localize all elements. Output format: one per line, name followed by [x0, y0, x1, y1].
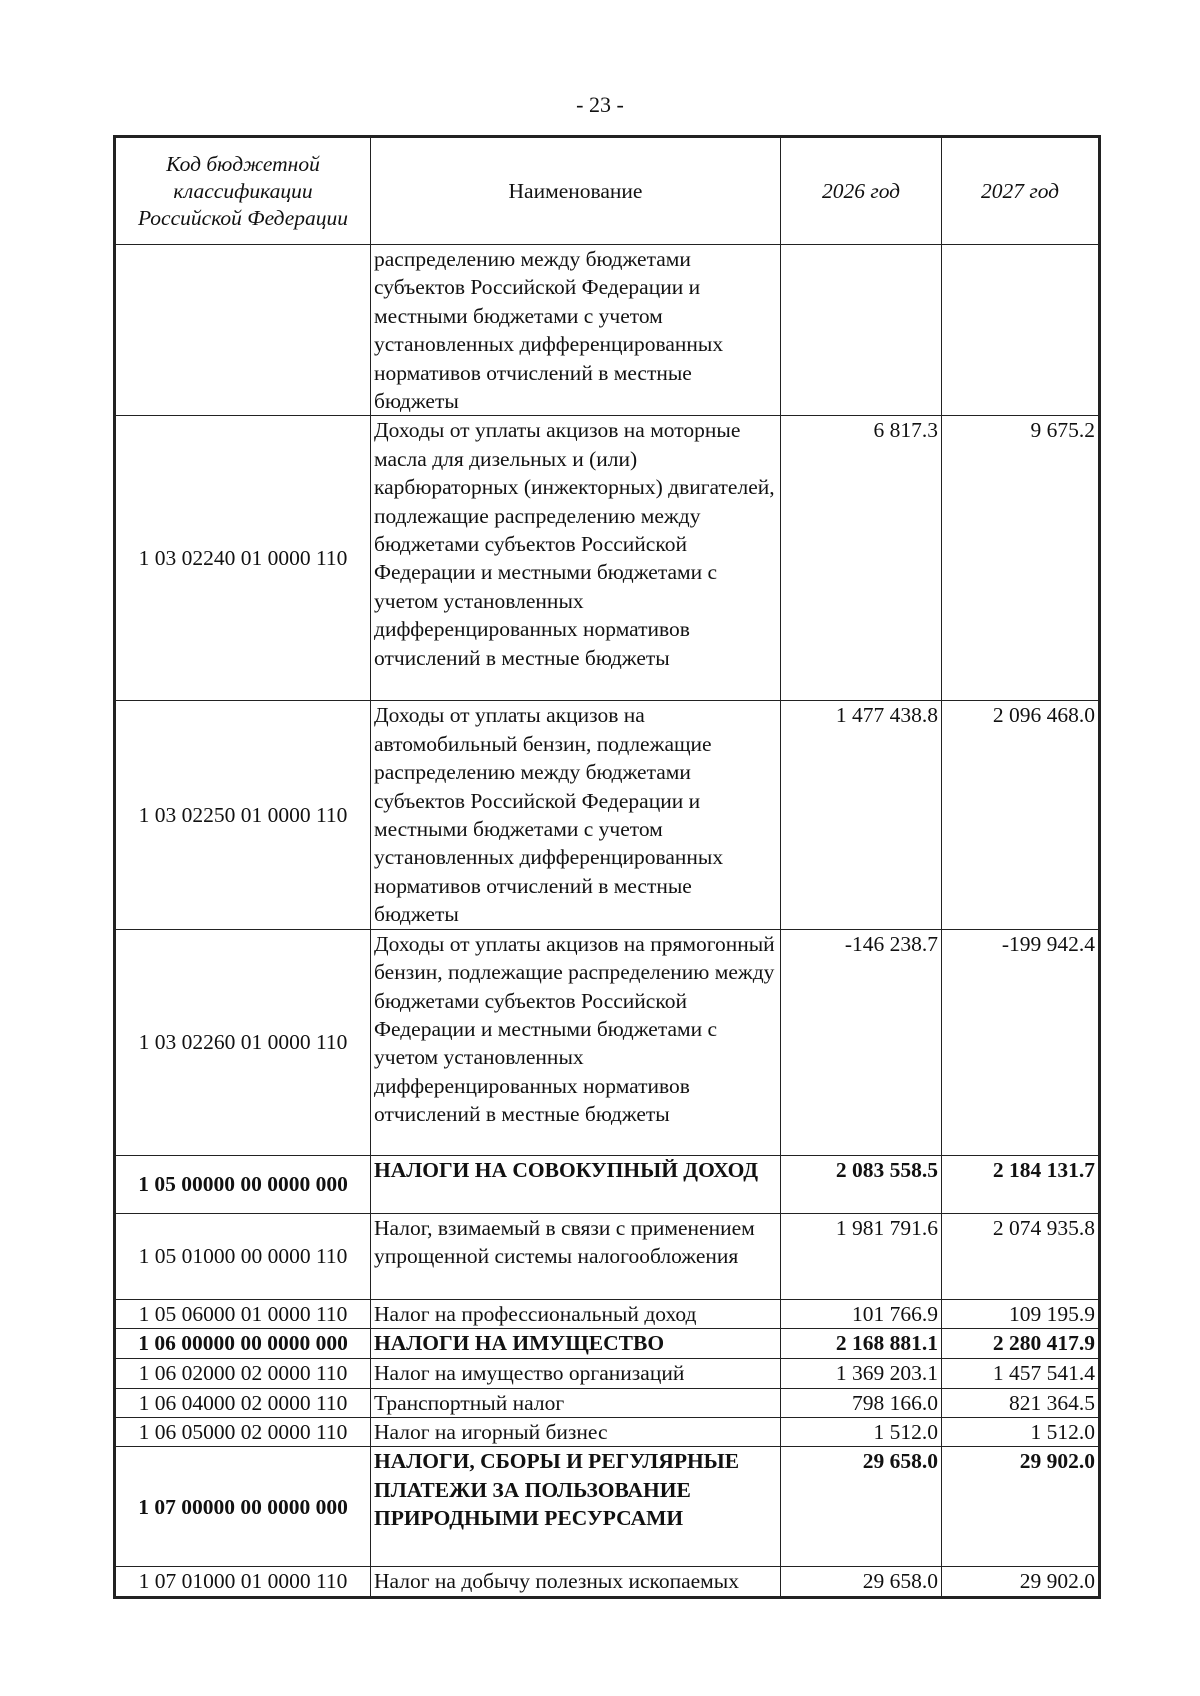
row-code: 1 06 05000 02 0000 110 [115, 1417, 371, 1446]
row-name: Доходы от уплаты акцизов на автомобильный бензин, подлежащие распределению между бюджетами субъектов Российской Федерации и местными бюджетами с учетом установленных дифференцированных нормативов отчислений в местные бюджеты [371, 701, 781, 929]
row-value-2026: 2 168 881.1 [781, 1329, 942, 1359]
table-row-section [115, 1155, 1100, 1213]
row-code: 1 07 00000 00 0000 000 [115, 1447, 371, 1567]
row-code: 1 06 00000 00 0000 000 [115, 1329, 371, 1359]
row-name: НАЛОГИ НА ИМУЩЕСТВО [371, 1329, 781, 1359]
row-value-2027: 2 096 468.0 [942, 701, 1100, 929]
row-name: Налог на профессиональный доход [371, 1299, 781, 1328]
row-name: Налог на имущество организаций [371, 1359, 781, 1388]
row-name: Налог на добычу полезных ископаемых [371, 1567, 781, 1597]
row-value-2026: 1 512.0 [781, 1417, 942, 1446]
row-value-2026: 6 817.3 [781, 416, 942, 701]
table-row [115, 1417, 1100, 1446]
header-year-2027: 2027 год [942, 137, 1100, 245]
row-value-2027: 29 902.0 [942, 1447, 1100, 1567]
row-value-2026 [781, 245, 942, 416]
page-number: - 23 - [576, 92, 624, 117]
table-row [115, 1388, 1100, 1417]
budget-table [113, 135, 1101, 1599]
row-value-2026: 1 369 203.1 [781, 1359, 942, 1388]
row-value-2027: 1 457 541.4 [942, 1359, 1100, 1388]
row-code: 1 07 01000 01 0000 110 [115, 1567, 371, 1597]
row-code: 1 06 02000 02 0000 110 [115, 1359, 371, 1388]
header-code: Код бюджетной классификации Российской Федерации [115, 137, 371, 245]
row-value-2027: 1 512.0 [942, 1417, 1100, 1446]
row-value-2026: 1 981 791.6 [781, 1213, 942, 1299]
row-name: распределению между бюджетами субъектов Российской Федерации и местными бюджетами с учетом установленных дифференцированных нормативов отчислений в местные бюджеты [371, 245, 781, 416]
row-value-2026: 2 083 558.5 [781, 1155, 942, 1213]
table-row [115, 1299, 1100, 1328]
row-name: Доходы от уплаты акцизов на прямогонный бензин, подлежащие распределению между бюджетами субъектов Российской Федерации и местными бюджетами с учетом установленных дифференцированных нормативов отчислений в местные бюджеты [371, 929, 781, 1155]
table-row [115, 1359, 1100, 1388]
row-code: 1 06 04000 02 0000 110 [115, 1388, 371, 1417]
row-code: 1 05 06000 01 0000 110 [115, 1299, 371, 1328]
row-name: Транспортный налог [371, 1388, 781, 1417]
table-row [115, 929, 1100, 1155]
table-row [115, 1213, 1100, 1299]
table-row-section [115, 1329, 1100, 1359]
table-row [115, 416, 1100, 701]
row-value-2027: 29 902.0 [942, 1567, 1100, 1597]
row-value-2027: 2 184 131.7 [942, 1155, 1100, 1213]
row-value-2027: 9 675.2 [942, 416, 1100, 701]
row-code: 1 05 00000 00 0000 000 [115, 1155, 371, 1213]
row-name: Налог на игорный бизнес [371, 1417, 781, 1446]
row-name: НАЛОГИ, СБОРЫ И РЕГУЛЯРНЫЕ ПЛАТЕЖИ ЗА ПОЛЬЗОВАНИЕ ПРИРОДНЫМИ РЕСУРСАМИ [371, 1447, 781, 1567]
row-value-2027: 109 195.9 [942, 1299, 1100, 1328]
row-value-2026: 101 766.9 [781, 1299, 942, 1328]
row-code: 1 03 02260 01 0000 110 [115, 929, 371, 1155]
row-code: 1 03 02240 01 0000 110 [115, 416, 371, 701]
table-row [115, 701, 1100, 929]
row-value-2027: -199 942.4 [942, 929, 1100, 1155]
row-name: Налог, взимаемый в связи с применением упрощенной системы налогообложения [371, 1213, 781, 1299]
row-value-2027: 821 364.5 [942, 1388, 1100, 1417]
header-name: Наименование [371, 137, 781, 245]
table-header-row [115, 137, 1100, 245]
row-name: Доходы от уплаты акцизов на моторные масла для дизельных и (или) карбюраторных (инжекторных) двигателей, подлежащие распределению между бюджетами субъектов Российской Федерации и местными бюджетами с учетом установленных дифференцированных нормативов отчислений в местные бюджеты [371, 416, 781, 701]
table-row [115, 1567, 1100, 1597]
table-row-section [115, 1447, 1100, 1567]
row-value-2026: 1 477 438.8 [781, 701, 942, 929]
row-code [115, 245, 371, 416]
row-code: 1 03 02250 01 0000 110 [115, 701, 371, 929]
table-row [115, 245, 1100, 416]
row-value-2026: 29 658.0 [781, 1567, 942, 1597]
header-year-2026: 2026 год [781, 137, 942, 245]
row-value-2026: -146 238.7 [781, 929, 942, 1155]
row-value-2027 [942, 245, 1100, 416]
row-value-2027: 2 074 935.8 [942, 1213, 1100, 1299]
row-value-2027: 2 280 417.9 [942, 1329, 1100, 1359]
row-code: 1 05 01000 00 0000 110 [115, 1213, 371, 1299]
row-value-2026: 798 166.0 [781, 1388, 942, 1417]
row-value-2026: 29 658.0 [781, 1447, 942, 1567]
row-name: НАЛОГИ НА СОВОКУПНЫЙ ДОХОД [371, 1155, 781, 1213]
